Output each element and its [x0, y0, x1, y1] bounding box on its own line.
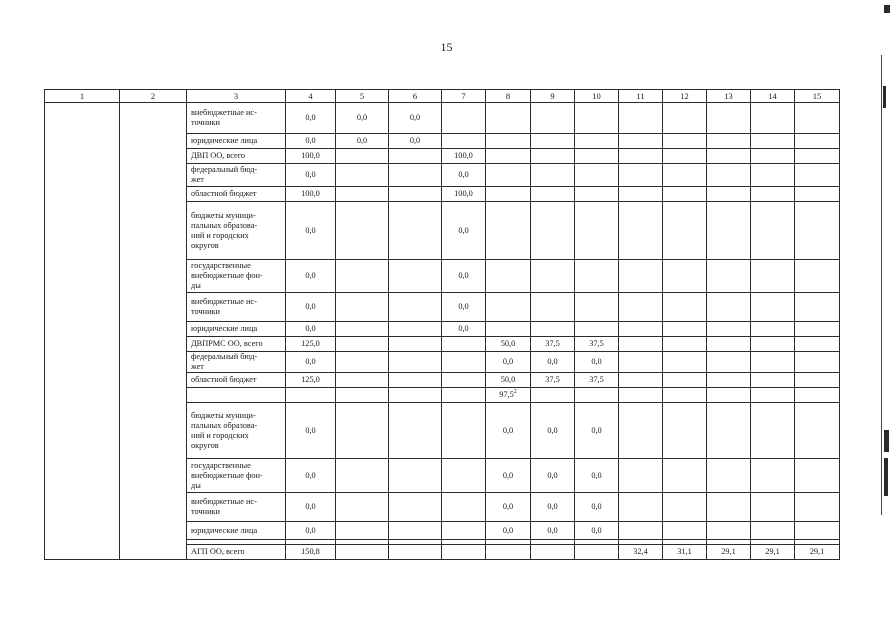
table-body [45, 103, 840, 560]
table-cell [795, 134, 840, 149]
table-cell [531, 202, 575, 260]
table-cell [619, 187, 663, 202]
table-cell [442, 459, 486, 493]
table-cell: 0,0 [442, 260, 486, 293]
column-header: 15 [795, 90, 840, 103]
table-cell: 0,0 [286, 103, 336, 134]
table-cell [486, 260, 531, 293]
table-cell: 0,0 [286, 459, 336, 493]
table-cell [707, 134, 751, 149]
table-cell [575, 134, 619, 149]
table-cell [619, 202, 663, 260]
table-cell: 0,0 [486, 459, 531, 493]
table-cell [619, 103, 663, 134]
column-header: 13 [707, 90, 751, 103]
row-label: внебюджетные ис- точники [187, 293, 286, 322]
table-cell [795, 164, 840, 187]
column-header: 14 [751, 90, 795, 103]
table-cell [707, 164, 751, 187]
table-cell [707, 260, 751, 293]
table-cell [442, 134, 486, 149]
table-cell [575, 388, 619, 403]
table-cell: 0,0 [486, 493, 531, 522]
table-cell: 37,5 [531, 337, 575, 352]
table-cell [389, 164, 442, 187]
table-cell [751, 322, 795, 337]
table-cell [795, 260, 840, 293]
table-cell: 37,5 [575, 373, 619, 388]
table-cell [486, 322, 531, 337]
table-cell: 0,0 [442, 293, 486, 322]
table-cell [486, 103, 531, 134]
table-cell [531, 187, 575, 202]
table-cell [707, 322, 751, 337]
column-header: 3 [187, 90, 286, 103]
table-cell: 0,0 [531, 403, 575, 459]
table-cell [389, 322, 442, 337]
table-cell: 31,1 [663, 545, 707, 560]
table-cell [707, 187, 751, 202]
table-cell [619, 149, 663, 164]
scan-mark [884, 458, 888, 496]
table-cell: 100,0 [442, 187, 486, 202]
table-cell [707, 459, 751, 493]
table-cell [663, 149, 707, 164]
table-cell [575, 322, 619, 337]
table-cell [442, 388, 486, 403]
table-cell [663, 522, 707, 540]
table-cell [751, 103, 795, 134]
table-cell [486, 164, 531, 187]
table-cell [336, 493, 389, 522]
row-label: бюджеты муници- пальных образова- ний и городских округов [187, 403, 286, 459]
table-cell [389, 187, 442, 202]
table-cell [795, 293, 840, 322]
table-cell [707, 293, 751, 322]
table-cell [619, 352, 663, 373]
table-cell [575, 149, 619, 164]
table-cell [619, 134, 663, 149]
table-cell [336, 545, 389, 560]
row-label: ДВПРМС ОО, всего [187, 337, 286, 352]
table-cell [336, 164, 389, 187]
row-label: внебюджетные ис- точники [187, 103, 286, 134]
table-cell [751, 493, 795, 522]
table-cell [336, 459, 389, 493]
table-cell [336, 522, 389, 540]
row-label: АГП ОО, всего [187, 545, 286, 560]
table-cell [795, 149, 840, 164]
page-number: 15 [440, 40, 453, 54]
table-cell [663, 103, 707, 134]
row-label: ДВП ОО, всего [187, 149, 286, 164]
table-cell [795, 322, 840, 337]
table-cell: 0,0 [575, 493, 619, 522]
row-label: областной бюджет [187, 373, 286, 388]
table-cell [751, 149, 795, 164]
table-cell [486, 149, 531, 164]
table-cell: 0,0 [531, 459, 575, 493]
table-cell: 125,0 [286, 337, 336, 352]
col1-merged-cell [45, 103, 120, 560]
table-cell [795, 337, 840, 352]
table-cell [795, 493, 840, 522]
table-cell: 0,0 [531, 352, 575, 373]
table-cell [795, 459, 840, 493]
table-cell [795, 202, 840, 260]
table-cell: 0,0 [286, 522, 336, 540]
col2-merged-cell [120, 103, 187, 560]
table-cell [575, 545, 619, 560]
scan-mark [883, 86, 886, 108]
table-cell [707, 493, 751, 522]
table-cell [707, 403, 751, 459]
scan-edge-line [881, 55, 882, 515]
table-row [45, 103, 840, 134]
table-cell [751, 459, 795, 493]
column-header: 8 [486, 90, 531, 103]
table-cell [389, 388, 442, 403]
column-header: 1 [45, 90, 120, 103]
table-cell: 0,0 [286, 134, 336, 149]
table-cell [336, 322, 389, 337]
table-cell [389, 202, 442, 260]
table-cell: 0,0 [286, 322, 336, 337]
column-header: 2 [120, 90, 187, 103]
table-cell [531, 293, 575, 322]
table-cell [751, 522, 795, 540]
table-cell [751, 260, 795, 293]
table-cell [336, 202, 389, 260]
table-cell [442, 493, 486, 522]
table-cell [575, 103, 619, 134]
table-cell [619, 260, 663, 293]
table-cell: 29,1 [751, 545, 795, 560]
table-cell: 0,0 [286, 202, 336, 260]
table-cell [531, 388, 575, 403]
table-cell [531, 545, 575, 560]
table-cell [531, 103, 575, 134]
table-cell [575, 164, 619, 187]
table-cell: 37,5 [531, 373, 575, 388]
table-cell [336, 149, 389, 164]
table-cell [619, 322, 663, 337]
table-cell [663, 164, 707, 187]
table-cell [795, 403, 840, 459]
table-cell: 100,0 [286, 187, 336, 202]
table-cell: 150,8 [286, 545, 336, 560]
table-cell [575, 260, 619, 293]
table-cell [795, 522, 840, 540]
table-cell: 125,0 [286, 373, 336, 388]
column-header: 7 [442, 90, 486, 103]
table-cell: 50,0 [486, 337, 531, 352]
row-label: юридические лица [187, 522, 286, 540]
table-cell [336, 388, 389, 403]
table-cell [575, 293, 619, 322]
table-cell [707, 388, 751, 403]
table-cell [486, 202, 531, 260]
table-cell [663, 459, 707, 493]
table-cell [663, 260, 707, 293]
table-cell [663, 134, 707, 149]
table-cell: 0,0 [575, 522, 619, 540]
table-cell [531, 322, 575, 337]
table-cell: 29,1 [707, 545, 751, 560]
row-label: государственные внебюджетные фон- ды [187, 459, 286, 493]
row-label: государственные внебюджетные фон- ды [187, 260, 286, 293]
table-cell [336, 373, 389, 388]
table-cell [795, 352, 840, 373]
table-cell [663, 388, 707, 403]
row-label: юридические лица [187, 322, 286, 337]
table-cell [336, 187, 389, 202]
table-cell [751, 373, 795, 388]
table-cell: 0,0 [389, 134, 442, 149]
table-cell [286, 388, 336, 403]
column-header: 12 [663, 90, 707, 103]
table-cell [751, 352, 795, 373]
table-cell [619, 293, 663, 322]
table-cell [751, 202, 795, 260]
table-cell [442, 522, 486, 540]
table-cell [619, 388, 663, 403]
data-table-container [44, 89, 840, 560]
table-cell [707, 202, 751, 260]
table-cell [531, 134, 575, 149]
table-cell: 0,0 [286, 493, 336, 522]
row-label: юридические лица [187, 134, 286, 149]
row-label: федеральный бюд- жет [187, 352, 286, 373]
table-cell [442, 337, 486, 352]
table-cell [531, 149, 575, 164]
table-cell [619, 164, 663, 187]
table-cell [751, 187, 795, 202]
table-cell: 0,0 [486, 522, 531, 540]
table-cell [663, 352, 707, 373]
table-cell [619, 459, 663, 493]
table-cell [663, 322, 707, 337]
table-cell [336, 352, 389, 373]
column-header: 10 [575, 90, 619, 103]
footnote-mark: 2 [513, 389, 517, 396]
table-cell [795, 388, 840, 403]
table-cell: 0,0 [486, 403, 531, 459]
table-cell: 0,0 [442, 202, 486, 260]
table-cell [486, 293, 531, 322]
table-cell [707, 149, 751, 164]
table-cell [389, 522, 442, 540]
table-cell [619, 373, 663, 388]
table-cell: 0,0 [286, 403, 336, 459]
table-cell: 0,0 [442, 164, 486, 187]
table-cell [389, 493, 442, 522]
table-cell [619, 522, 663, 540]
row-label: федеральный бюд- жет [187, 164, 286, 187]
table-cell [751, 293, 795, 322]
table-cell: 100,0 [442, 149, 486, 164]
table-cell [442, 403, 486, 459]
table-cell [751, 403, 795, 459]
header-row [45, 90, 840, 103]
table-cell [663, 202, 707, 260]
table-cell: 0,0 [286, 293, 336, 322]
table-cell [486, 545, 531, 560]
table-cell: 0,0 [286, 352, 336, 373]
table-cell [707, 522, 751, 540]
table-cell [486, 388, 531, 403]
table-cell: 0,0 [531, 522, 575, 540]
table-cell: 0,0 [575, 403, 619, 459]
table-cell: 0,0 [531, 493, 575, 522]
table-cell [751, 164, 795, 187]
table-cell [575, 187, 619, 202]
table-cell: 0,0 [486, 352, 531, 373]
table-cell [663, 187, 707, 202]
scan-mark [884, 5, 890, 13]
table-cell: 0,0 [336, 134, 389, 149]
table-cell: 0,0 [575, 459, 619, 493]
table-cell [663, 293, 707, 322]
table-cell [663, 337, 707, 352]
column-header: 5 [336, 90, 389, 103]
table-cell: 0,0 [442, 322, 486, 337]
column-header: 9 [531, 90, 575, 103]
table-cell [442, 352, 486, 373]
scan-mark [884, 430, 889, 452]
table-cell [336, 260, 389, 293]
table-cell: 0,0 [336, 103, 389, 134]
table-cell: 0,0 [575, 352, 619, 373]
table-cell [707, 352, 751, 373]
table-cell: 100,0 [286, 149, 336, 164]
table-cell: 0,0 [389, 103, 442, 134]
column-header: 11 [619, 90, 663, 103]
table-cell [442, 103, 486, 134]
table-cell [389, 337, 442, 352]
table-cell: 50,0 [486, 373, 531, 388]
table-cell [707, 373, 751, 388]
table-cell [619, 493, 663, 522]
table-cell [707, 103, 751, 134]
table-cell: 0,0 [286, 164, 336, 187]
table-cell [389, 459, 442, 493]
table-cell [389, 545, 442, 560]
table-cell [663, 403, 707, 459]
table-cell [751, 388, 795, 403]
table-cell [336, 293, 389, 322]
column-header: 6 [389, 90, 442, 103]
table-cell [531, 260, 575, 293]
row-label: бюджеты муници- пальных образова- ний и городских округов [187, 202, 286, 260]
table-cell [531, 164, 575, 187]
table-cell [795, 373, 840, 388]
table-cell [663, 493, 707, 522]
table-cell [389, 352, 442, 373]
cell-value: 97,5 [499, 390, 514, 399]
row-label [187, 388, 286, 403]
table-cell [389, 373, 442, 388]
table-cell [619, 403, 663, 459]
budget-table [44, 89, 840, 560]
table-cell [336, 337, 389, 352]
table-cell [795, 103, 840, 134]
table-cell [442, 373, 486, 388]
table-cell [751, 337, 795, 352]
table-cell [619, 337, 663, 352]
table-cell [663, 373, 707, 388]
table-cell [751, 134, 795, 149]
table-cell [389, 293, 442, 322]
table-cell [336, 403, 389, 459]
row-label: внебюджетные ис- точники [187, 493, 286, 522]
column-header: 4 [286, 90, 336, 103]
table-cell: 0,0 [286, 260, 336, 293]
table-cell [707, 337, 751, 352]
table-cell: 32,4 [619, 545, 663, 560]
table-cell [389, 149, 442, 164]
table-cell: 29,1 [795, 545, 840, 560]
table-cell [575, 202, 619, 260]
table-cell [486, 187, 531, 202]
table-cell [486, 134, 531, 149]
row-label: областной бюджет [187, 187, 286, 202]
table-cell [442, 545, 486, 560]
table-cell [389, 260, 442, 293]
table-cell [389, 403, 442, 459]
table-cell: 37,5 [575, 337, 619, 352]
table-cell [795, 187, 840, 202]
